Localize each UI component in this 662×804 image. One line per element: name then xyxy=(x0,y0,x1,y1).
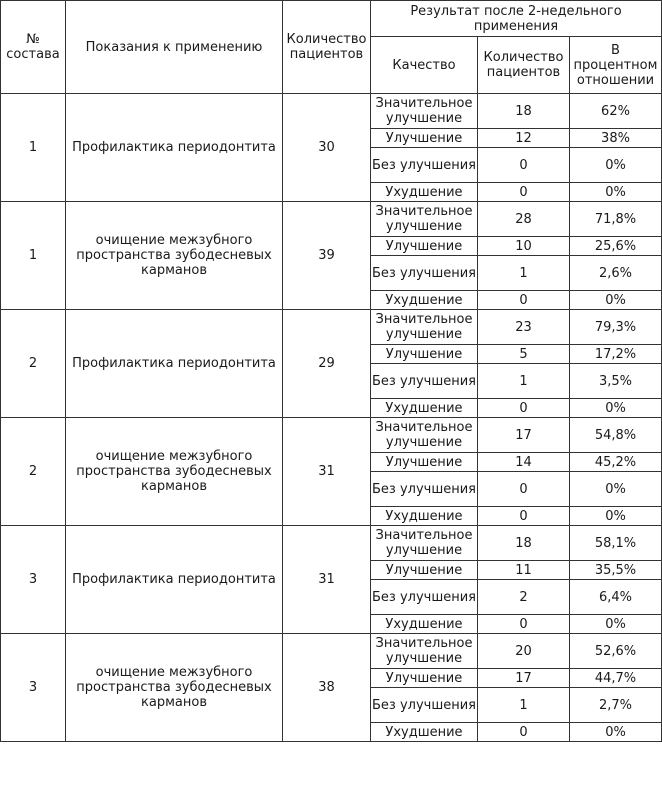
quality: Ухудшение xyxy=(371,507,478,526)
quality: Без улучшения xyxy=(371,688,478,723)
quality: Без улучшения xyxy=(371,256,478,291)
quality: Улучшение xyxy=(371,129,478,148)
result-count: 5 xyxy=(478,345,570,364)
result-count: 0 xyxy=(478,291,570,310)
result-count: 0 xyxy=(478,399,570,418)
result-percent: 35,5% xyxy=(570,561,662,580)
quality: Значительное улучшение xyxy=(371,526,478,561)
result-percent: 58,1% xyxy=(570,526,662,561)
result-count: 0 xyxy=(478,507,570,526)
header-quality: Качество xyxy=(371,37,478,94)
result-percent: 45,2% xyxy=(570,453,662,472)
table-row xyxy=(1,418,662,453)
patient-count: 29 xyxy=(283,310,371,418)
indication: очищение межзубного пространства зубодесневых карманов xyxy=(66,202,283,310)
table-row xyxy=(1,202,662,237)
patient-count: 38 xyxy=(283,634,371,742)
result-percent: 0% xyxy=(570,183,662,202)
header-percent: В процентном отношении xyxy=(570,37,662,94)
table-body xyxy=(1,94,662,742)
composition-number: 1 xyxy=(1,202,66,310)
result-percent: 17,2% xyxy=(570,345,662,364)
table-row xyxy=(1,526,662,561)
result-count: 14 xyxy=(478,453,570,472)
result-count: 1 xyxy=(478,364,570,399)
result-percent: 44,7% xyxy=(570,669,662,688)
result-count: 28 xyxy=(478,202,570,237)
quality: Значительное улучшение xyxy=(371,634,478,669)
quality: Значительное улучшение xyxy=(371,418,478,453)
indication: очищение межзубного пространства зубодесневых карманов xyxy=(66,418,283,526)
composition-number: 3 xyxy=(1,634,66,742)
quality: Улучшение xyxy=(371,453,478,472)
result-percent: 0% xyxy=(570,723,662,742)
result-percent: 62% xyxy=(570,94,662,129)
result-count: 1 xyxy=(478,688,570,723)
result-percent: 0% xyxy=(570,472,662,507)
quality: Значительное улучшение xyxy=(371,94,478,129)
result-count: 0 xyxy=(478,148,570,183)
composition-number: 3 xyxy=(1,526,66,634)
table-row xyxy=(1,94,662,129)
quality: Улучшение xyxy=(371,561,478,580)
table-header xyxy=(1,1,662,94)
result-count: 18 xyxy=(478,94,570,129)
result-percent: 52,6% xyxy=(570,634,662,669)
result-count: 2 xyxy=(478,580,570,615)
header-patient-count: Количество пациентов xyxy=(283,1,371,94)
quality: Улучшение xyxy=(371,345,478,364)
result-count: 11 xyxy=(478,561,570,580)
result-count: 0 xyxy=(478,615,570,634)
quality: Ухудшение xyxy=(371,183,478,202)
patient-count: 39 xyxy=(283,202,371,310)
quality: Ухудшение xyxy=(371,723,478,742)
result-percent: 25,6% xyxy=(570,237,662,256)
indication: очищение межзубного пространства зубодесневых карманов xyxy=(66,634,283,742)
result-percent: 0% xyxy=(570,507,662,526)
result-count: 23 xyxy=(478,310,570,345)
result-percent: 0% xyxy=(570,615,662,634)
result-count: 17 xyxy=(478,669,570,688)
result-percent: 3,5% xyxy=(570,364,662,399)
quality: Без улучшения xyxy=(371,472,478,507)
quality: Ухудшение xyxy=(371,615,478,634)
result-count: 0 xyxy=(478,723,570,742)
quality: Значительное улучшение xyxy=(371,310,478,345)
indication: Профилактика периодонтита xyxy=(66,526,283,634)
quality: Ухудшение xyxy=(371,291,478,310)
header-indications: Показания к применению xyxy=(66,1,283,94)
indication: Профилактика периодонтита xyxy=(66,94,283,202)
quality: Без улучшения xyxy=(371,364,478,399)
result-count: 20 xyxy=(478,634,570,669)
table-row xyxy=(1,310,662,345)
patient-count: 31 xyxy=(283,418,371,526)
result-count: 12 xyxy=(478,129,570,148)
result-count: 0 xyxy=(478,183,570,202)
composition-number: 2 xyxy=(1,418,66,526)
result-count: 10 xyxy=(478,237,570,256)
indication: Профилактика периодонтита xyxy=(66,310,283,418)
table-row xyxy=(1,634,662,669)
quality: Улучшение xyxy=(371,669,478,688)
result-percent: 54,8% xyxy=(570,418,662,453)
quality: Без улучшения xyxy=(371,148,478,183)
header-result-after: Результат после 2-недельного применения xyxy=(371,1,662,37)
quality: Улучшение xyxy=(371,237,478,256)
patient-count: 30 xyxy=(283,94,371,202)
result-percent: 0% xyxy=(570,399,662,418)
result-percent: 79,3% xyxy=(570,310,662,345)
result-percent: 0% xyxy=(570,148,662,183)
patient-count: 31 xyxy=(283,526,371,634)
header-result-patient-count: Количество пациентов xyxy=(478,37,570,94)
quality: Ухудшение xyxy=(371,399,478,418)
result-percent: 2,7% xyxy=(570,688,662,723)
result-percent: 6,4% xyxy=(570,580,662,615)
result-percent: 71,8% xyxy=(570,202,662,237)
result-count: 0 xyxy=(478,472,570,507)
result-percent: 2,6% xyxy=(570,256,662,291)
quality: Значительное улучшение xyxy=(371,202,478,237)
composition-number: 2 xyxy=(1,310,66,418)
quality: Без улучшения xyxy=(371,580,478,615)
result-percent: 0% xyxy=(570,291,662,310)
result-count: 17 xyxy=(478,418,570,453)
result-count: 1 xyxy=(478,256,570,291)
header-composition-no: № состава xyxy=(1,1,66,94)
composition-number: 1 xyxy=(1,94,66,202)
result-count: 18 xyxy=(478,526,570,561)
result-percent: 38% xyxy=(570,129,662,148)
